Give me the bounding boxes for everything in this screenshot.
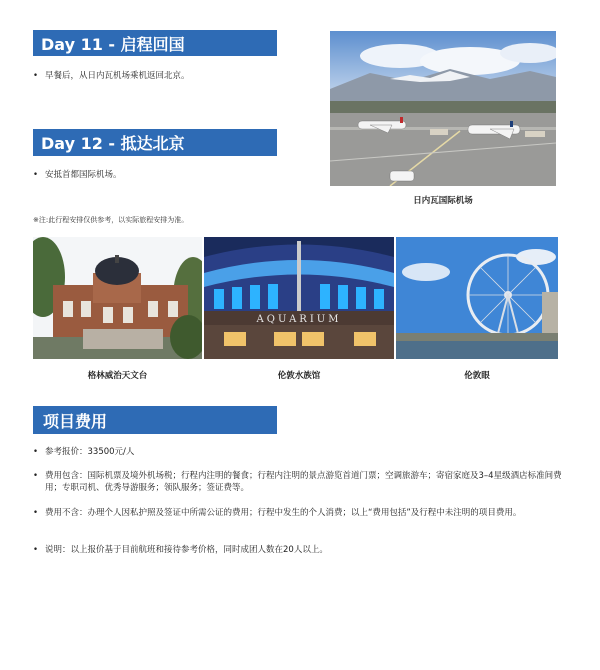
bullet-dot-icon: • — [33, 471, 39, 481]
day12-title: Day 12 - 抵达北京 — [41, 134, 185, 153]
fees-heading — [33, 406, 277, 434]
airport-caption: 日内瓦国际机场 — [413, 196, 473, 206]
bullet-dot-icon: • — [33, 71, 39, 81]
fee-item-note: • 说明：以上报价基于目前航班和接待参考价格，同时成团人数在20人以上。 — [33, 545, 328, 555]
greenwich-illustration — [33, 237, 202, 359]
london-eye-illustration — [396, 237, 558, 359]
fee-item-price: • 参考报价：33500元/人 — [33, 447, 135, 457]
london-aquarium-photo — [204, 237, 394, 359]
day11-title: Day 11 - 启程回国 — [41, 34, 185, 54]
day11-heading — [33, 30, 277, 56]
london-eye-caption: 伦敦眼 — [464, 371, 490, 381]
day11-item: • 早餐后，从日内瓦机场乘机返回北京。 — [33, 71, 190, 81]
bullet-dot-icon: • — [33, 508, 39, 518]
greenwich-observatory-photo — [33, 237, 202, 359]
day12-heading — [33, 129, 277, 156]
fee-item-included: • 费用包含：国际机票及境外机场税；行程内注明的餐食；行程内注明的景点游览首道门票；空调旅游车；寄宿家庭及3–4星级酒店标准间费用；专职司机、优秀导游服务；领队服务；签证费等。 — [33, 471, 562, 493]
fee-item-excluded: • 费用不含：办理个人因私护照及签证中所需公证的费用；行程中发生的个人消费；以上“费用包括”及行程中未注明的项目费用。 — [33, 508, 522, 518]
bullet-dot-icon: • — [33, 447, 39, 457]
airport-illustration — [330, 31, 556, 186]
fees-title: 项目费用 — [43, 411, 108, 431]
bullet-dot-icon: • — [33, 170, 39, 180]
greenwich-caption: 格林威治天文台 — [87, 371, 148, 381]
airport-photo — [330, 31, 556, 186]
bullet-dot-icon: • — [33, 545, 39, 555]
aquarium-caption: 伦敦水族馆 — [277, 371, 321, 381]
day12-item: • 安抵首都国际机场。 — [33, 170, 122, 180]
aquarium-illustration — [204, 237, 394, 359]
itinerary-note: ※注:此行程安排仅供参考，以实际旅程安排为准。 — [33, 216, 189, 224]
aquarium-sign: AQUARIUM — [256, 314, 342, 325]
london-eye-photo — [396, 237, 558, 359]
